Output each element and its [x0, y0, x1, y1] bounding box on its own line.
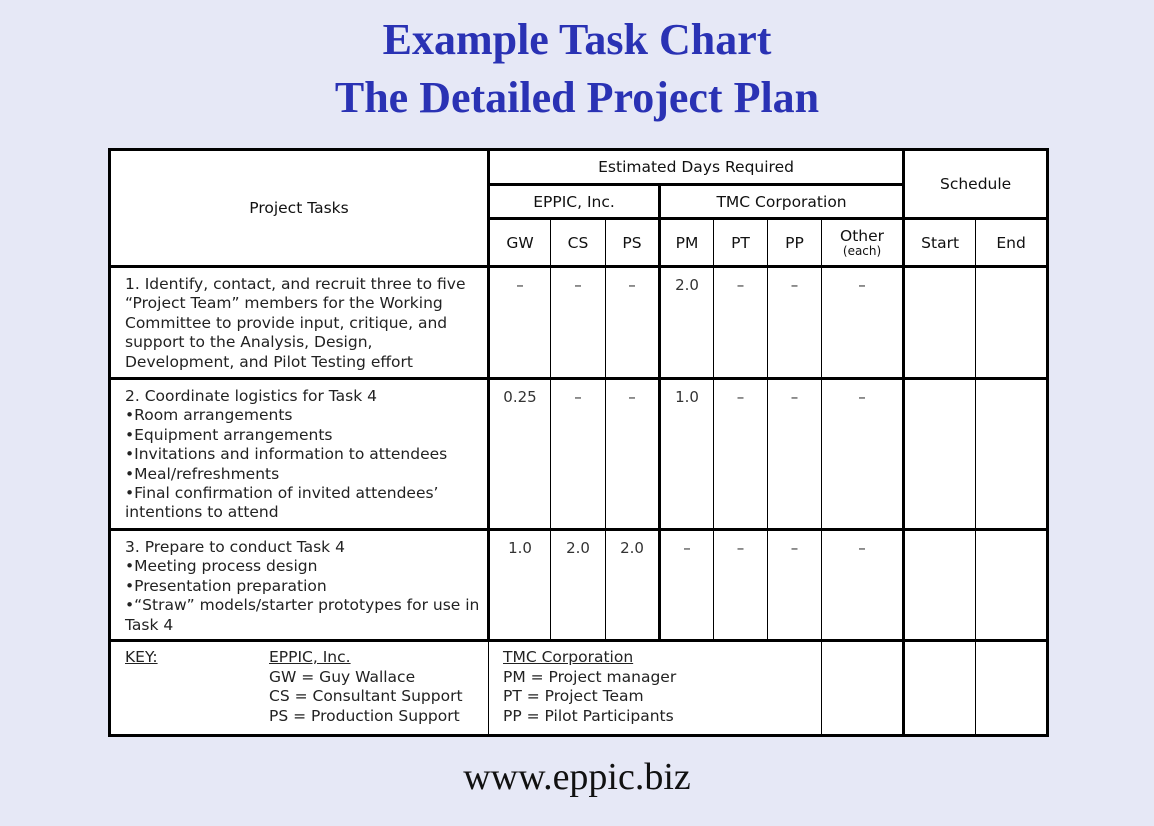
ps-value: –: [606, 267, 660, 379]
task-line: Task 4: [125, 615, 174, 634]
key-eppic-cell: [110, 641, 489, 736]
pm-value: 2.0: [660, 267, 714, 379]
end-cell: [976, 530, 1048, 641]
eppic-header: EPPIC, Inc.: [489, 185, 660, 219]
task-line: intentions to attend: [125, 503, 279, 522]
start-cell: [904, 530, 976, 641]
key-eppic-title: EPPIC, Inc.: [269, 648, 351, 666]
pm-value: –: [660, 530, 714, 641]
pp-value: –: [768, 530, 822, 641]
cs-value: 2.0: [551, 530, 606, 641]
task-line: 2. Coordinate logistics for Task 4: [125, 387, 378, 405]
pp-header: PP: [768, 219, 822, 267]
table-row: [110, 530, 1048, 641]
key-item: GW = Guy Wallace: [269, 667, 416, 686]
other-header: [822, 219, 904, 267]
ps-value: –: [606, 379, 660, 530]
task-line: 1. Identify, contact, and recruit three to five: [125, 275, 466, 293]
task-line: •“Straw” models/starter prototypes for use in: [125, 596, 480, 615]
gw-value: 1.0: [489, 530, 551, 641]
cs-header: CS: [551, 219, 606, 267]
header-row-1: [110, 150, 1048, 185]
key-item: PM = Project manager: [503, 667, 677, 686]
pm-header: PM: [660, 219, 714, 267]
key-tmc-list: [503, 648, 676, 726]
key-item: PP = Pilot Participants: [503, 706, 674, 725]
task-line: 3. Prepare to conduct Task 4: [125, 538, 345, 556]
pp-value: –: [768, 267, 822, 379]
task-cell: [110, 267, 489, 379]
pm-value: 1.0: [660, 379, 714, 530]
end-header: End: [976, 219, 1048, 267]
other-each-label: (each): [842, 244, 882, 258]
task-line: •Presentation preparation: [125, 576, 327, 595]
schedule-header: Schedule: [904, 150, 1048, 219]
task-line: •Room arrangements: [125, 406, 293, 425]
ps-value: 2.0: [606, 530, 660, 641]
start-cell: [904, 379, 976, 530]
key-tmc-title: TMC Corporation: [503, 648, 634, 666]
other-value: –: [822, 379, 904, 530]
start-header: Start: [904, 219, 976, 267]
start-cell: [904, 267, 976, 379]
cs-value: –: [551, 267, 606, 379]
key-row: [110, 641, 1048, 736]
task-line: •Meal/refreshments: [125, 464, 280, 483]
cs-value: –: [551, 379, 606, 530]
estimated-days-header: Estimated Days Required: [489, 150, 904, 185]
task-cell: [110, 379, 489, 530]
key-item: PT = Project Team: [503, 687, 644, 705]
gw-header: GW: [489, 219, 551, 267]
pt-value: –: [714, 530, 768, 641]
key-item: CS = Consultant Support: [269, 687, 463, 705]
other-label: Other: [840, 227, 885, 245]
table-row: [110, 379, 1048, 530]
task-line: “Project Team” members for the Working: [125, 294, 443, 313]
project-plan-table: [108, 148, 1049, 737]
key-item: PS = Production Support: [269, 706, 460, 725]
task-line: •Equipment arrangements: [125, 425, 333, 444]
task-line: support to the Analysis, Design,: [125, 333, 373, 352]
pt-value: –: [714, 267, 768, 379]
task-cell: [110, 530, 489, 641]
task-line: Development, and Pilot Testing effort: [125, 352, 413, 371]
task-line: Committee to provide input, critique, and: [125, 313, 448, 332]
start-key-cell: [904, 641, 976, 736]
ps-header: PS: [606, 219, 660, 267]
other-value: –: [822, 267, 904, 379]
other-key-cell: [822, 641, 904, 736]
task-line: •Meeting process design: [125, 557, 318, 576]
task-line: •Final confirmation of invited attendees’: [125, 484, 439, 503]
gw-value: 0.25: [489, 379, 551, 530]
pt-header: PT: [714, 219, 768, 267]
chart-subtitle: The Detailed Project Plan: [334, 73, 820, 122]
table-row: [110, 267, 1048, 379]
chart-title: Example Task Chart: [382, 15, 772, 64]
pt-value: –: [714, 379, 768, 530]
key-label: KEY:: [125, 648, 158, 666]
gw-value: –: [489, 267, 551, 379]
website-url: www.eppic.biz: [463, 756, 691, 798]
task-line: •Invitations and information to attendees: [125, 445, 448, 464]
tmc-header: TMC Corporation: [660, 185, 904, 219]
other-value: –: [822, 530, 904, 641]
project-tasks-header: Project Tasks: [110, 150, 489, 267]
key-tmc-cell: [489, 641, 822, 736]
end-cell: [976, 267, 1048, 379]
key-eppic-list: [269, 648, 463, 726]
end-key-cell: [976, 641, 1048, 736]
end-cell: [976, 379, 1048, 530]
pp-value: –: [768, 379, 822, 530]
